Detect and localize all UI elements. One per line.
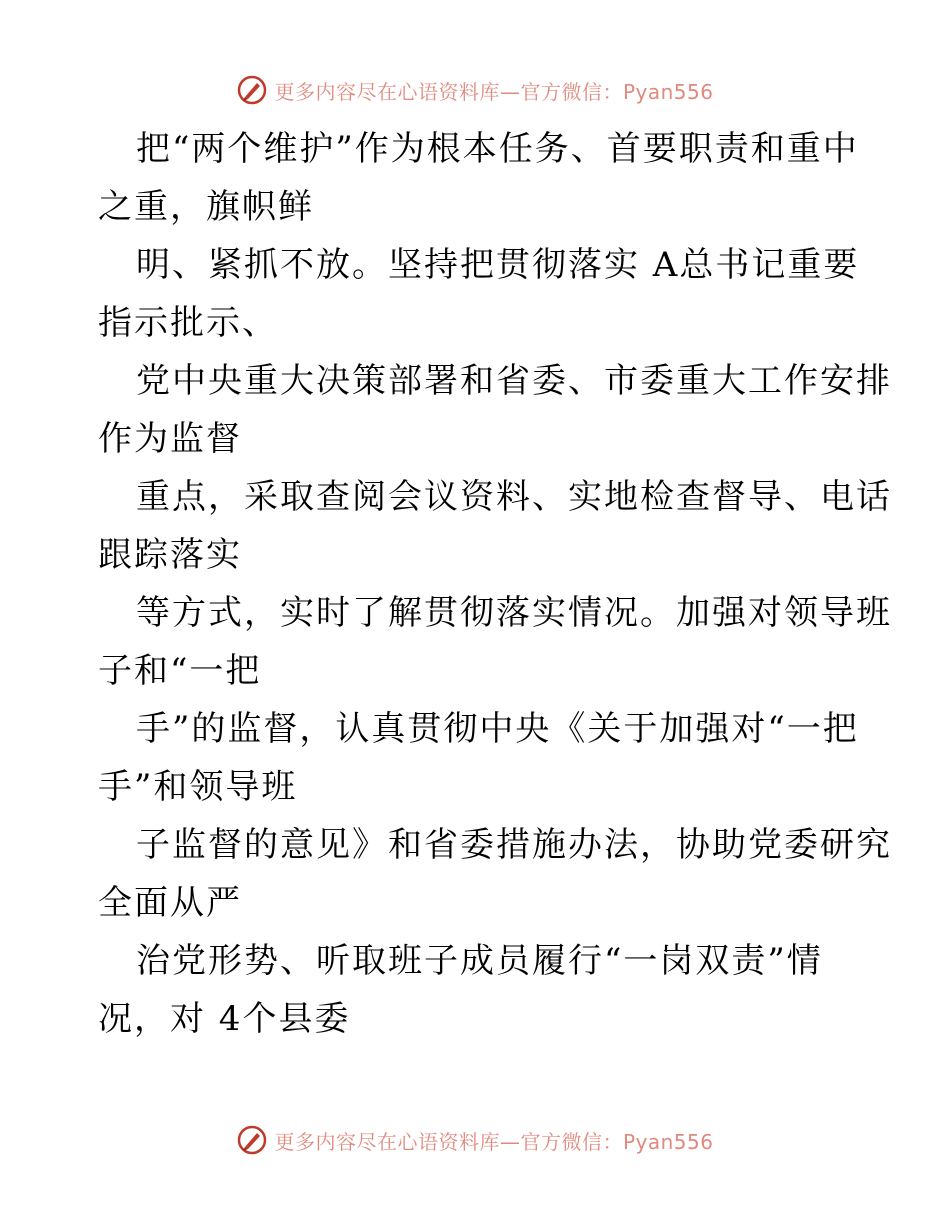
text-line: 把“两个维护”作为根本任务、首要职责和重中 xyxy=(136,129,859,169)
text-line: 子监督的意见》和省委措施办法，协助党委研究 xyxy=(136,825,892,865)
text-line: 手”的监督，认真贯彻中央《关于加强对“一把 xyxy=(136,709,859,749)
header-watermark xyxy=(0,70,950,110)
text-line: 等方式，实时了解贯彻落实情况。加强对领导班 xyxy=(136,593,892,633)
text-line: 全面从严 xyxy=(98,883,242,923)
pen-logo-icon xyxy=(236,1124,268,1156)
text-line: 治党形势、听取班子成员履行“一岗双责”情 xyxy=(136,941,823,981)
text-line: 党中央重大决策部署和省委、市委重大工作安排 xyxy=(136,361,892,401)
text-line: 指示批示、 xyxy=(98,303,278,343)
text-line: 之重，旗帜鲜 xyxy=(98,187,314,227)
document-body xyxy=(98,120,892,1048)
text-line: 子和“一把 xyxy=(98,651,262,691)
watermark-text: 更多内容尽在心语资料库—官方微信：Pyan556 xyxy=(274,79,714,104)
text-line: 明、紧抓不放。坚持把贯彻落实 A总书记重要 xyxy=(136,245,860,285)
text-line: 况，对 4个县委 xyxy=(98,999,351,1039)
pen-logo-icon xyxy=(236,74,268,106)
footer-watermark xyxy=(0,1120,950,1160)
text-line: 跟踪落实 xyxy=(98,535,242,575)
text-line: 重点，采取查阅会议资料、实地检查督导、电话 xyxy=(136,477,892,517)
watermark-text: 更多内容尽在心语资料库—官方微信：Pyan556 xyxy=(274,1129,714,1154)
text-line: 手”和领导班 xyxy=(98,767,298,807)
text-line: 作为监督 xyxy=(98,419,242,459)
